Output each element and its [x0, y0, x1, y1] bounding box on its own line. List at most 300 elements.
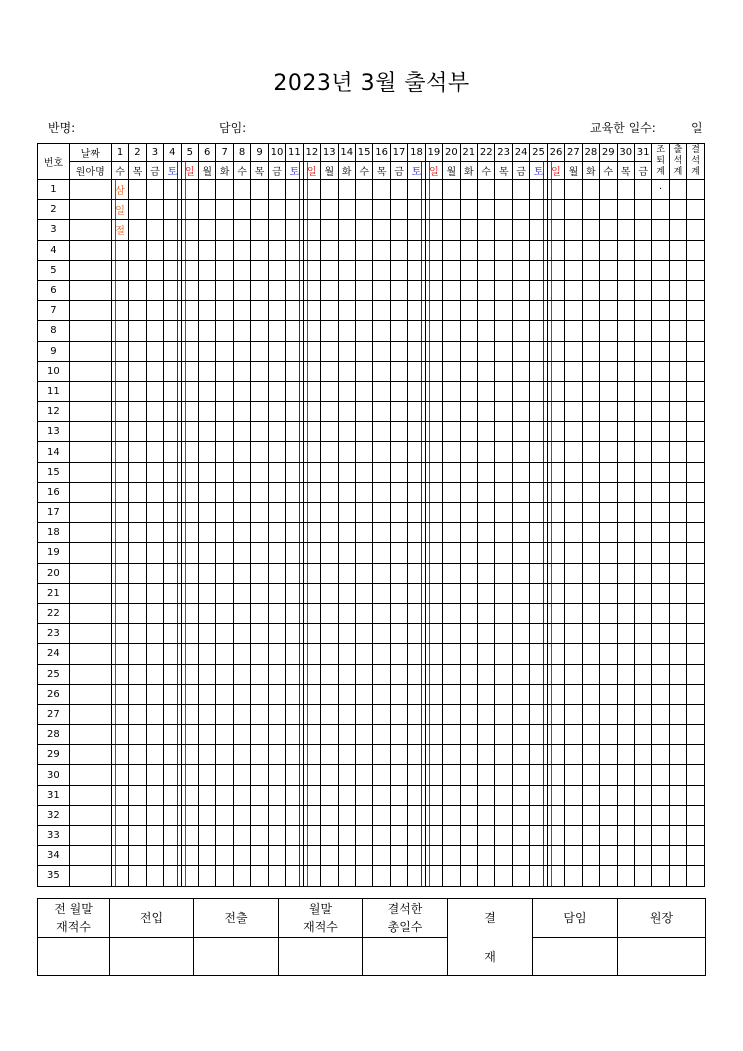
attendance-cell[interactable] [425, 462, 442, 482]
attendance-cell[interactable] [286, 583, 303, 603]
attendance-cell[interactable] [565, 402, 582, 422]
attendance-cell[interactable] [443, 482, 460, 502]
attendance-cell[interactable] [146, 180, 163, 200]
attendance-cell[interactable] [512, 240, 529, 260]
present-total-cell[interactable] [669, 180, 686, 200]
attendance-cell[interactable] [425, 684, 442, 704]
attendance-cell[interactable] [164, 200, 181, 220]
attendance-cell[interactable] [582, 826, 599, 846]
attendance-cell[interactable] [373, 321, 390, 341]
attendance-cell[interactable] [129, 644, 146, 664]
attendance-cell[interactable] [390, 624, 407, 644]
attendance-cell[interactable] [286, 442, 303, 462]
late-leave-total-cell[interactable] [652, 765, 669, 785]
attendance-cell[interactable] [408, 624, 425, 644]
attendance-cell[interactable] [181, 563, 198, 583]
attendance-cell[interactable] [408, 664, 425, 684]
month-end-enrolled-value[interactable] [279, 938, 363, 976]
attendance-cell[interactable] [129, 402, 146, 422]
attendance-cell[interactable] [547, 260, 564, 280]
late-leave-total-cell[interactable] [652, 402, 669, 422]
attendance-cell[interactable] [600, 725, 617, 745]
attendance-cell[interactable] [233, 684, 250, 704]
attendance-cell[interactable] [425, 866, 442, 886]
attendance-cell[interactable] [268, 543, 285, 563]
attendance-cell[interactable] [408, 200, 425, 220]
attendance-cell[interactable] [617, 704, 634, 724]
attendance-cell[interactable] [600, 260, 617, 280]
attendance-cell[interactable] [268, 765, 285, 785]
attendance-cell[interactable] [373, 563, 390, 583]
attendance-cell[interactable] [355, 805, 372, 825]
child-name-cell[interactable] [69, 240, 111, 260]
attendance-cell[interactable] [512, 180, 529, 200]
present-total-cell[interactable] [669, 603, 686, 623]
attendance-cell[interactable] [390, 704, 407, 724]
attendance-cell[interactable] [199, 503, 216, 523]
attendance-cell[interactable] [530, 846, 547, 866]
attendance-cell[interactable] [390, 462, 407, 482]
attendance-cell[interactable] [634, 180, 651, 200]
attendance-cell[interactable] [181, 543, 198, 563]
attendance-cell[interactable] [129, 826, 146, 846]
attendance-cell[interactable] [181, 402, 198, 422]
attendance-cell[interactable] [600, 422, 617, 442]
attendance-cell[interactable] [460, 704, 477, 724]
attendance-cell[interactable] [565, 745, 582, 765]
attendance-cell[interactable] [373, 402, 390, 422]
attendance-cell[interactable] [216, 583, 233, 603]
attendance-cell[interactable] [495, 381, 512, 401]
attendance-cell[interactable] [495, 260, 512, 280]
attendance-cell[interactable] [251, 866, 268, 886]
present-total-cell[interactable] [669, 583, 686, 603]
attendance-cell[interactable] [216, 361, 233, 381]
attendance-cell[interactable] [600, 361, 617, 381]
attendance-cell[interactable] [530, 684, 547, 704]
attendance-cell[interactable] [512, 704, 529, 724]
attendance-cell[interactable] [408, 280, 425, 300]
attendance-cell[interactable] [199, 341, 216, 361]
attendance-cell[interactable] [390, 200, 407, 220]
attendance-cell[interactable] [425, 603, 442, 623]
absent-total-cell[interactable] [687, 765, 705, 785]
attendance-cell[interactable] [129, 180, 146, 200]
dot-mark[interactable]: · [652, 180, 669, 200]
attendance-cell[interactable] [530, 462, 547, 482]
attendance-cell[interactable] [286, 563, 303, 583]
attendance-cell[interactable] [321, 220, 338, 240]
attendance-cell[interactable] [547, 583, 564, 603]
attendance-cell[interactable] [286, 866, 303, 886]
attendance-cell[interactable] [408, 361, 425, 381]
attendance-cell[interactable] [408, 583, 425, 603]
attendance-cell[interactable] [634, 321, 651, 341]
attendance-cell[interactable] [582, 704, 599, 724]
attendance-cell[interactable] [600, 765, 617, 785]
attendance-cell[interactable] [164, 240, 181, 260]
attendance-cell[interactable] [111, 765, 128, 785]
attendance-cell[interactable] [443, 260, 460, 280]
attendance-cell[interactable] [478, 563, 495, 583]
attendance-cell[interactable] [408, 644, 425, 664]
attendance-cell[interactable] [146, 422, 163, 442]
attendance-cell[interactable] [164, 664, 181, 684]
attendance-cell[interactable] [251, 664, 268, 684]
attendance-cell[interactable] [321, 523, 338, 543]
attendance-cell[interactable] [199, 381, 216, 401]
attendance-cell[interactable] [216, 866, 233, 886]
attendance-cell[interactable] [582, 240, 599, 260]
attendance-cell[interactable] [146, 805, 163, 825]
child-name-cell[interactable] [69, 866, 111, 886]
attendance-cell[interactable] [460, 725, 477, 745]
attendance-cell[interactable] [390, 664, 407, 684]
attendance-cell[interactable] [111, 684, 128, 704]
attendance-cell[interactable] [129, 462, 146, 482]
attendance-cell[interactable] [443, 280, 460, 300]
attendance-cell[interactable] [495, 482, 512, 502]
attendance-cell[interactable] [390, 321, 407, 341]
present-total-cell[interactable] [669, 301, 686, 321]
attendance-cell[interactable] [129, 846, 146, 866]
attendance-cell[interactable] [565, 220, 582, 240]
attendance-cell[interactable] [146, 563, 163, 583]
attendance-cell[interactable] [495, 725, 512, 745]
attendance-cell[interactable] [181, 805, 198, 825]
attendance-cell[interactable] [321, 624, 338, 644]
attendance-cell[interactable] [146, 301, 163, 321]
attendance-cell[interactable] [530, 543, 547, 563]
attendance-cell[interactable] [478, 805, 495, 825]
attendance-cell[interactable] [478, 725, 495, 745]
attendance-cell[interactable] [303, 422, 320, 442]
attendance-cell[interactable] [582, 523, 599, 543]
attendance-cell[interactable] [251, 260, 268, 280]
attendance-cell[interactable] [199, 603, 216, 623]
attendance-cell[interactable] [303, 321, 320, 341]
attendance-cell[interactable] [443, 765, 460, 785]
attendance-cell[interactable] [390, 381, 407, 401]
attendance-cell[interactable] [600, 503, 617, 523]
attendance-cell[interactable] [408, 402, 425, 422]
child-name-cell[interactable] [69, 644, 111, 664]
attendance-cell[interactable] [233, 200, 250, 220]
attendance-cell[interactable] [303, 220, 320, 240]
attendance-cell[interactable] [425, 826, 442, 846]
attendance-cell[interactable] [146, 240, 163, 260]
present-total-cell[interactable] [669, 805, 686, 825]
attendance-cell[interactable] [164, 644, 181, 664]
attendance-cell[interactable] [460, 381, 477, 401]
attendance-cell[interactable] [425, 301, 442, 321]
attendance-cell[interactable] [111, 381, 128, 401]
late-leave-total-cell[interactable] [652, 704, 669, 724]
attendance-cell[interactable] [495, 180, 512, 200]
attendance-cell[interactable] [355, 826, 372, 846]
attendance-cell[interactable] [565, 826, 582, 846]
attendance-cell[interactable] [303, 563, 320, 583]
attendance-cell[interactable] [233, 583, 250, 603]
absent-total-cell[interactable] [687, 563, 705, 583]
attendance-cell[interactable] [146, 624, 163, 644]
attendance-cell[interactable] [321, 402, 338, 422]
attendance-cell[interactable] [321, 482, 338, 502]
attendance-cell[interactable] [634, 503, 651, 523]
attendance-cell[interactable] [303, 583, 320, 603]
attendance-cell[interactable] [251, 200, 268, 220]
attendance-cell[interactable] [146, 826, 163, 846]
attendance-cell[interactable] [634, 725, 651, 745]
attendance-cell[interactable] [495, 543, 512, 563]
attendance-cell[interactable] [373, 805, 390, 825]
attendance-cell[interactable] [164, 846, 181, 866]
attendance-cell[interactable] [600, 200, 617, 220]
attendance-cell[interactable] [199, 402, 216, 422]
attendance-cell[interactable] [408, 321, 425, 341]
attendance-cell[interactable] [530, 624, 547, 644]
attendance-cell[interactable] [129, 442, 146, 462]
attendance-cell[interactable] [286, 220, 303, 240]
attendance-cell[interactable] [216, 321, 233, 341]
attendance-cell[interactable] [164, 422, 181, 442]
present-total-cell[interactable] [669, 846, 686, 866]
attendance-cell[interactable] [268, 826, 285, 846]
late-leave-total-cell[interactable] [652, 240, 669, 260]
attendance-cell[interactable] [164, 785, 181, 805]
attendance-cell[interactable] [390, 543, 407, 563]
attendance-cell[interactable] [338, 381, 355, 401]
attendance-cell[interactable] [617, 664, 634, 684]
attendance-cell[interactable] [199, 180, 216, 200]
attendance-cell[interactable] [129, 240, 146, 260]
attendance-cell[interactable] [617, 240, 634, 260]
attendance-cell[interactable] [338, 280, 355, 300]
attendance-cell[interactable] [233, 402, 250, 422]
attendance-cell[interactable] [286, 503, 303, 523]
attendance-cell[interactable] [600, 381, 617, 401]
attendance-cell[interactable] [146, 583, 163, 603]
attendance-cell[interactable] [460, 321, 477, 341]
attendance-cell[interactable] [286, 321, 303, 341]
attendance-cell[interactable] [408, 341, 425, 361]
attendance-cell[interactable] [512, 381, 529, 401]
attendance-cell[interactable] [443, 785, 460, 805]
attendance-cell[interactable] [582, 422, 599, 442]
attendance-cell[interactable] [111, 361, 128, 381]
attendance-cell[interactable] [547, 603, 564, 623]
attendance-cell[interactable] [443, 704, 460, 724]
attendance-cell[interactable] [634, 462, 651, 482]
attendance-cell[interactable] [268, 220, 285, 240]
attendance-cell[interactable] [373, 785, 390, 805]
attendance-cell[interactable] [355, 361, 372, 381]
attendance-cell[interactable] [146, 765, 163, 785]
attendance-cell[interactable] [495, 200, 512, 220]
attendance-cell[interactable] [390, 644, 407, 664]
attendance-cell[interactable] [617, 523, 634, 543]
attendance-cell[interactable] [582, 684, 599, 704]
late-leave-total-cell[interactable] [652, 220, 669, 240]
child-name-cell[interactable] [69, 321, 111, 341]
attendance-cell[interactable] [478, 442, 495, 462]
attendance-cell[interactable] [530, 765, 547, 785]
homeroom-teacher-signature[interactable] [533, 938, 618, 976]
attendance-cell[interactable] [634, 704, 651, 724]
attendance-cell[interactable] [321, 704, 338, 724]
attendance-cell[interactable] [164, 684, 181, 704]
attendance-cell[interactable] [111, 482, 128, 502]
attendance-cell[interactable] [303, 381, 320, 401]
attendance-cell[interactable] [478, 644, 495, 664]
attendance-cell[interactable] [338, 503, 355, 523]
attendance-cell[interactable] [547, 180, 564, 200]
attendance-cell[interactable] [460, 765, 477, 785]
attendance-cell[interactable] [373, 301, 390, 321]
attendance-cell[interactable] [251, 603, 268, 623]
attendance-cell[interactable] [582, 462, 599, 482]
attendance-cell[interactable] [460, 442, 477, 462]
attendance-cell[interactable] [617, 866, 634, 886]
child-name-cell[interactable] [69, 402, 111, 422]
attendance-cell[interactable] [268, 301, 285, 321]
attendance-cell[interactable] [355, 260, 372, 280]
attendance-cell[interactable] [530, 180, 547, 200]
late-leave-total-cell[interactable] [652, 361, 669, 381]
attendance-cell[interactable] [355, 280, 372, 300]
attendance-cell[interactable] [634, 341, 651, 361]
attendance-cell[interactable] [512, 745, 529, 765]
attendance-cell[interactable] [617, 563, 634, 583]
attendance-cell[interactable] [286, 200, 303, 220]
attendance-cell[interactable] [181, 503, 198, 523]
late-leave-total-cell[interactable] [652, 846, 669, 866]
attendance-cell[interactable] [199, 361, 216, 381]
attendance-cell[interactable] [355, 785, 372, 805]
attendance-cell[interactable] [216, 402, 233, 422]
attendance-cell[interactable] [233, 381, 250, 401]
attendance-cell[interactable] [565, 664, 582, 684]
attendance-cell[interactable] [146, 462, 163, 482]
attendance-cell[interactable] [355, 341, 372, 361]
attendance-cell[interactable] [164, 765, 181, 785]
attendance-cell[interactable] [164, 301, 181, 321]
attendance-cell[interactable] [512, 543, 529, 563]
absent-total-cell[interactable] [687, 523, 705, 543]
late-leave-total-cell[interactable] [652, 805, 669, 825]
attendance-cell[interactable] [321, 745, 338, 765]
attendance-cell[interactable] [286, 704, 303, 724]
attendance-cell[interactable] [373, 725, 390, 745]
attendance-cell[interactable] [199, 664, 216, 684]
attendance-cell[interactable] [408, 442, 425, 462]
attendance-cell[interactable] [565, 704, 582, 724]
attendance-cell[interactable] [600, 462, 617, 482]
attendance-cell[interactable] [443, 240, 460, 260]
attendance-cell[interactable] [408, 603, 425, 623]
child-name-cell[interactable] [69, 341, 111, 361]
attendance-cell[interactable] [478, 583, 495, 603]
attendance-cell[interactable] [530, 260, 547, 280]
attendance-cell[interactable] [547, 563, 564, 583]
attendance-cell[interactable] [530, 301, 547, 321]
attendance-cell[interactable] [268, 624, 285, 644]
attendance-cell[interactable] [617, 220, 634, 240]
attendance-cell[interactable] [390, 583, 407, 603]
attendance-cell[interactable] [443, 603, 460, 623]
attendance-cell[interactable] [233, 563, 250, 583]
attendance-cell[interactable] [181, 381, 198, 401]
present-total-cell[interactable] [669, 523, 686, 543]
present-total-cell[interactable] [669, 462, 686, 482]
attendance-cell[interactable] [390, 866, 407, 886]
attendance-cell[interactable] [164, 866, 181, 886]
attendance-cell[interactable] [355, 503, 372, 523]
attendance-cell[interactable] [164, 704, 181, 724]
attendance-cell[interactable] [460, 684, 477, 704]
child-name-cell[interactable] [69, 624, 111, 644]
attendance-cell[interactable] [129, 503, 146, 523]
attendance-cell[interactable] [321, 381, 338, 401]
attendance-cell[interactable] [233, 624, 250, 644]
attendance-cell[interactable] [617, 684, 634, 704]
attendance-cell[interactable] [338, 180, 355, 200]
attendance-cell[interactable] [425, 321, 442, 341]
attendance-cell[interactable] [460, 846, 477, 866]
attendance-cell[interactable] [181, 220, 198, 240]
attendance-cell[interactable] [495, 341, 512, 361]
attendance-cell[interactable] [408, 180, 425, 200]
attendance-cell[interactable] [129, 381, 146, 401]
attendance-cell[interactable] [512, 765, 529, 785]
attendance-cell[interactable] [338, 785, 355, 805]
attendance-cell[interactable] [111, 402, 128, 422]
attendance-cell[interactable] [129, 725, 146, 745]
attendance-cell[interactable] [478, 503, 495, 523]
attendance-cell[interactable] [582, 503, 599, 523]
attendance-cell[interactable] [478, 381, 495, 401]
attendance-cell[interactable] [286, 846, 303, 866]
attendance-cell[interactable] [512, 220, 529, 240]
attendance-cell[interactable] [582, 220, 599, 240]
attendance-cell[interactable] [111, 563, 128, 583]
attendance-cell[interactable] [478, 402, 495, 422]
attendance-cell[interactable] [355, 644, 372, 664]
attendance-cell[interactable] [251, 381, 268, 401]
attendance-cell[interactable] [251, 240, 268, 260]
attendance-cell[interactable] [321, 422, 338, 442]
attendance-cell[interactable] [286, 603, 303, 623]
attendance-cell[interactable] [146, 260, 163, 280]
attendance-cell[interactable] [338, 866, 355, 886]
attendance-cell[interactable] [460, 361, 477, 381]
attendance-cell[interactable] [373, 523, 390, 543]
attendance-cell[interactable] [565, 180, 582, 200]
attendance-cell[interactable] [512, 482, 529, 502]
attendance-cell[interactable] [321, 644, 338, 664]
attendance-cell[interactable] [530, 361, 547, 381]
attendance-cell[interactable] [443, 361, 460, 381]
attendance-cell[interactable] [146, 725, 163, 745]
attendance-cell[interactable] [199, 583, 216, 603]
attendance-cell[interactable] [321, 603, 338, 623]
attendance-cell[interactable] [565, 624, 582, 644]
attendance-cell[interactable] [338, 523, 355, 543]
attendance-cell[interactable] [547, 543, 564, 563]
attendance-cell[interactable] [565, 301, 582, 321]
attendance-cell[interactable] [286, 765, 303, 785]
attendance-cell[interactable] [600, 826, 617, 846]
